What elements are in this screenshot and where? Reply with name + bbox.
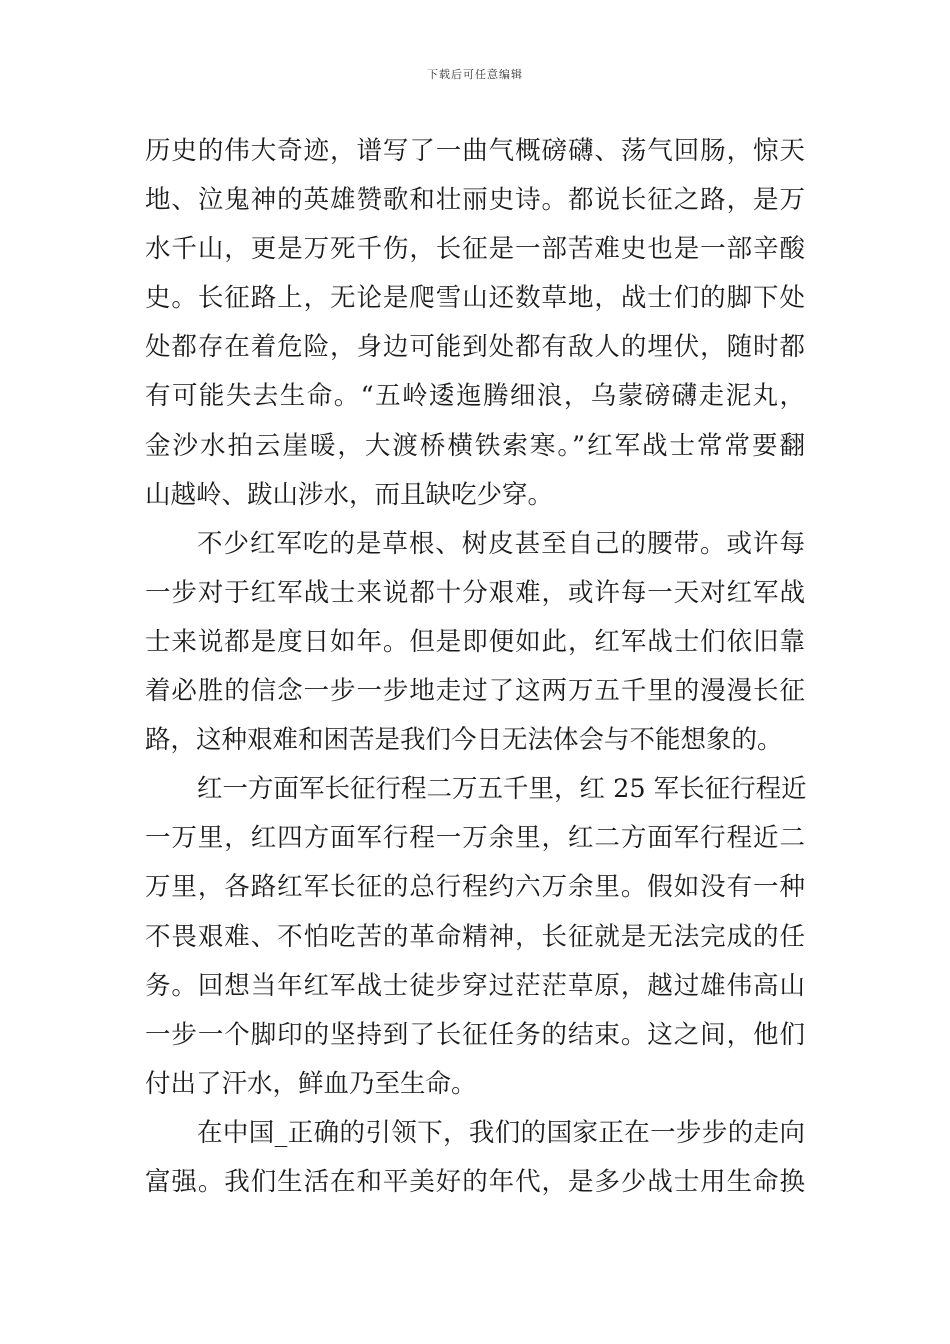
text-line: 一万里，红四方面军行程一万余里，红二方面军行程近二 <box>145 823 805 854</box>
text-line: 历史的伟大奇迹，谱写了一曲气概磅礴、荡气回肠，惊天 <box>145 136 805 166</box>
text-line: 不少红军吃的是草根、树皮甚至自己的腰带。或许每 <box>197 528 805 559</box>
paragraph-2 <box>145 520 805 765</box>
text-line: 着必胜的信念一步一步地走过了这两万五千里的漫漫长征 <box>145 676 805 707</box>
text-line: 金沙水拍云崖暖，大渡桥横铁索寒。”红军战士常常要翻 <box>145 430 805 461</box>
document-body <box>145 127 805 1207</box>
text-line: 水千山，更是万死千伤，长征是一部苦难史也是一部辛酸 <box>145 234 805 265</box>
text-line: 路，这种艰难和困苦是我们今日无法体会与不能想象的。 <box>145 725 783 756</box>
paragraph-1 <box>145 127 805 520</box>
text-line: 山越岭、跋山涉水，而且缺吃少穿。 <box>145 479 554 510</box>
text-line: 史。长征路上，无论是爬雪山还数草地，战士们的脚下处 <box>145 283 805 314</box>
text-line: 富强。我们生活在和平美好的年代，是多少战士用生命换 <box>145 1166 805 1197</box>
text-line: 一步对于红军战士来说都十分艰难，或许每一天对红军战 <box>145 577 805 608</box>
text-line: 付出了汗水，鲜血乃至生命。 <box>145 1068 477 1099</box>
text-line: 有可能失去生命。“五岭逶迤腾细浪，乌蒙磅礴走泥丸， <box>145 381 805 412</box>
page-header-note: 下载后可任意编辑 <box>427 68 523 81</box>
text-line: 不畏艰难、不怕吃苦的革命精神，长征就是无法完成的任 <box>145 921 805 952</box>
text-line: 务。回想当年红军战士徒步穿过茫茫草原，越过雄伟高山 <box>145 970 805 1001</box>
text-line: 一步一个脚印的坚持到了长征任务的结束。这之间，他们 <box>145 1019 805 1050</box>
text-line: 地、泣鬼神的英雄赞歌和壮丽史诗。都说长征之路，是万 <box>145 185 805 216</box>
text-line: 处都存在着危险，身边可能到处都有敌人的埋伏，随时都 <box>145 332 805 363</box>
text-line: 红一方面军长征行程二万五千里，红 25 军长征行程近 <box>197 774 807 805</box>
paragraph-4 <box>145 1109 805 1207</box>
paragraph-3 <box>145 765 805 1109</box>
text-line: 在中国_正确的引领下，我们的国家正在一步步的走向 <box>197 1117 805 1148</box>
text-line: 士来说都是度日如年。但是即便如此，红军战士们依旧靠 <box>145 626 805 657</box>
text-line: 万里，各路红军长征的总行程约六万余里。假如没有一种 <box>145 872 805 903</box>
